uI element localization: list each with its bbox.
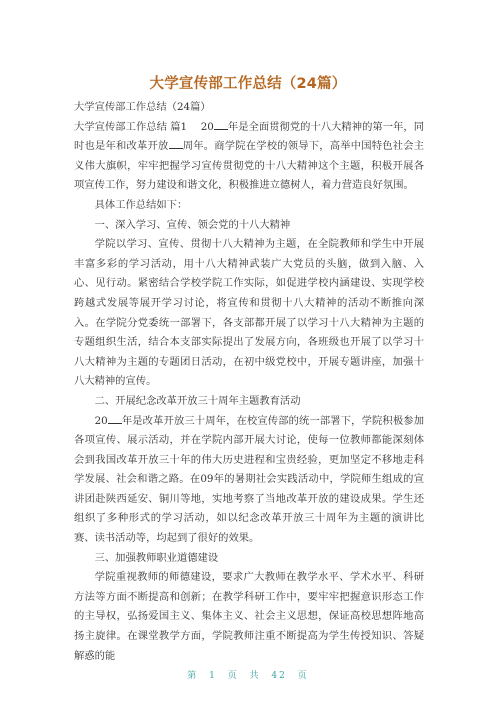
document-body xyxy=(74,98,424,666)
paragraph-section-1: 学院以学习、宣传、贯彻十八大精神为主题，在全院教师和学生中开展丰富多彩的学习活动，用十八大精神武装广大党员的头脑，做到入脑、入心、见行动。紧密结合学校学院工作实际，如促进学校内涵建设、实现学校跨越式发展等展开学习讨论，将宣传和贯彻十八大精神的活动不断推向深入。在学院分党委统一部署下，各支部都开展了以学习十八大精神为主题的专题组织生活，结合本支部实际提出了发展方向，各班级也开展了以学习十八大精神为主题的专题团日活动，在初中级党校中，开展专题讲座，加强十八大精神的宣传。 xyxy=(74,238,424,388)
paragraph-intro-c: 周年。商学院在学校的领导下，高举中国特色社会主义伟大旗帜，牢牢把握学习宣传贯彻党的十八大精神这个主题，积极开展各项宣传工作，努力建设和谐文化，积极推进立德树人，着力营造良好氛围。 xyxy=(74,140,424,192)
paragraph-intro xyxy=(74,118,424,196)
paragraph-section-2 xyxy=(74,412,424,549)
section-heading-3: 三、加强教师职业道德建设 xyxy=(94,551,219,564)
paragraph-summary-lead: 具体工作总结如下： xyxy=(94,198,188,211)
paragraph-section-3: 学院重视教师的师德建设，要求广大教师在教学水平、学术水平、科研方法等方面不断提高和创新；在教学科研工作中，要牢牢把握意识形态工作的主导权，弘扬爱国主义、集体主义、社会主义思想，保证高校思想阵地高扬主旋律。在课堂教学方面，学院教师注重不断提高为学生传授知识、答疑解惑的能 xyxy=(74,571,424,662)
document-title: 大学宣传部工作总结（24篇） xyxy=(149,76,347,92)
section-heading-1: 一、深入学习、宣传、领会党的十八大精神 xyxy=(94,218,291,231)
section-heading-2: 二、开展纪念改革开放三十周年主题教育活动 xyxy=(94,394,301,407)
paragraph-intro-a: 大学宣传部工作总结 篇1 20 xyxy=(74,120,214,133)
paragraph-section-2-a: 20 xyxy=(94,414,108,427)
paragraph-section-2-b: 年是改革开放三十周年，在校宣传部的统一部署下，学院积极参加各项宣传、展示活动，并在学院内部开展大讨论，使每一位教师都能深刻体会到我国改革开放三十年的伟大历史进程和宝贵经验，更加坚定不移地走科学发展、社会和谐之路。在09年的暑期社会实践活动中，学院师生组成的宣讲团赴陕西延安、铜川等地，实地考察了当地改革开放的建设成果。学生还组织了多种形式的学习活动，如以纪念改革开放三十周年为主题的演讲比赛、读书活动等，均起到了很好的效果。 xyxy=(74,414,424,545)
blank-underline xyxy=(169,139,183,149)
blank-underline xyxy=(214,120,228,130)
paragraph-intro-b: 年是全面贯彻党的十八大精神的第一年，同时也是年和改革开放 xyxy=(74,120,424,153)
blank-underline xyxy=(108,414,122,424)
document-subtitle: 大学宣传部工作总结（24篇） xyxy=(74,101,211,113)
page-number-footer: 第 1 页 共 42 页 xyxy=(187,671,309,681)
